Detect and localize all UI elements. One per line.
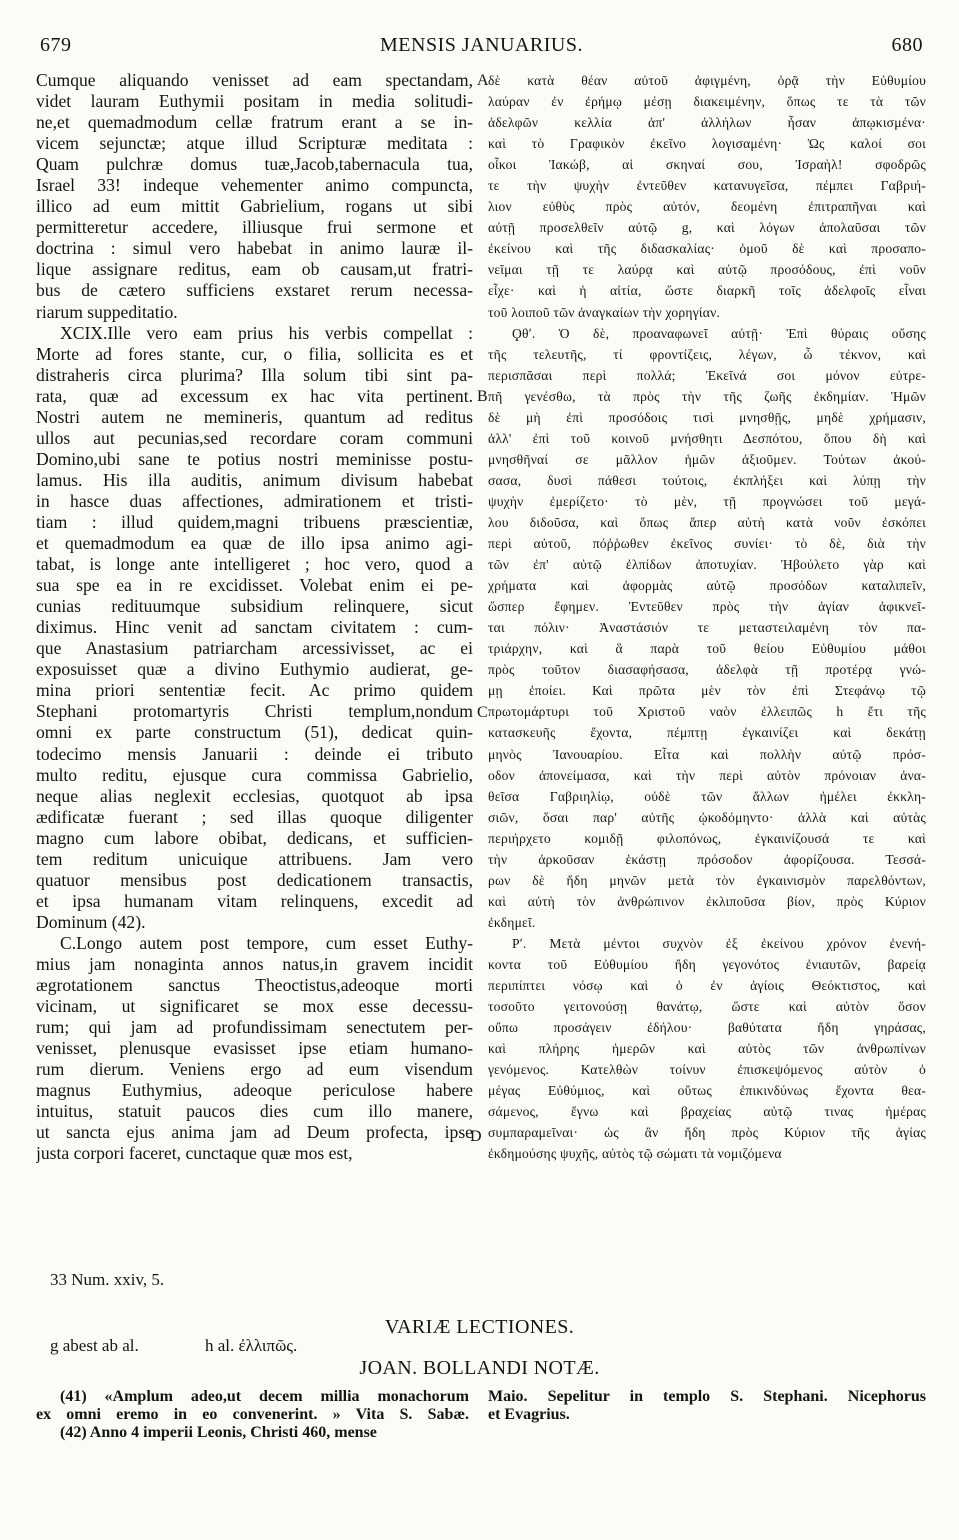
- latin-text-line: tiam : illud quidem,magni tribuens præscientiæ,: [36, 511, 473, 532]
- latin-text-line: vicem sejunctæ; atque illud Scripturæ meditata :: [36, 133, 473, 154]
- latin-text-line: mina priori sententiæ fecit. Ac primo quidem: [36, 680, 473, 701]
- latin-text-line: Nostri autem ne memineris, quantum ad reditus: [36, 406, 473, 427]
- greek-text-line: χρήματα καὶ ἀφορμὰς αὐτῷ προσόδων καταλιπεῖν,: [488, 578, 926, 594]
- greek-text-line: Ϙθʹ. Ὁ δὲ, προαναφωνεῖ αὐτῇ· Ἐπὶ θύραις οὔσης: [512, 325, 926, 341]
- latin-text-line: que Anastasium patriarcham arcessivisset, ac ei: [36, 638, 473, 659]
- greek-text-line: περιπίπτει νόσῳ καὶ ὁ ἐν ἁγίοις Θεόκτιστος, καὶ: [488, 978, 926, 994]
- latin-text-line: lamus. His illa auditis, animum divisum habebat: [36, 469, 473, 490]
- latin-text-line: tem reditum unicuique attribuens. Jam vero: [36, 848, 473, 869]
- latin-text-line: permitteretur accedere, illiusque frui sermone et: [36, 217, 473, 238]
- greek-text-line: σάμενος, ἔγνω καὶ βραχείας αὐτῷ τινας ἡμέρας: [488, 1104, 926, 1120]
- greek-text-line: καὶ τὸ Γραφικὸν ἐκεῖνο λογισαμένη· Ὡς καλοί σοι: [488, 136, 926, 152]
- latin-text-line: multo reditu, ejusque cura commissa Gabrielio,: [36, 764, 473, 785]
- latin-text-line: doctrina : simul vero habebat in animo lauræ il-: [36, 238, 473, 259]
- variant-h: h al. ἐλλιπῶς.: [205, 1336, 298, 1355]
- margin-letter-d: D: [470, 1128, 482, 1145]
- latin-text-line: magno cum labore obibat, dedicans, et sufficien-: [36, 827, 473, 848]
- greek-text-line: λου διδοῦσα, καὶ ὅπως ἅπερ αὐτὴ κατὰ νοῦν ἐσκόπει: [488, 514, 926, 530]
- latin-text-line: ut sancta ejus anima jam ad Deum profecta, ipse: [36, 1122, 473, 1143]
- margin-letter-c: C: [477, 704, 488, 721]
- note-line: Maio. Sepelitur in templo S. Stephani. Nicephorus: [488, 1388, 926, 1405]
- latin-text-line: ne,et quemadmodum cellæ fratrum erant a se in-: [36, 112, 473, 133]
- latin-text-line: Israel 33! indeque vehementer animo compuncta,: [36, 175, 473, 196]
- latin-text-line: in hasce duas affectiones, admirationem et tristi-: [36, 490, 473, 511]
- greek-text-line: τῶν ἐπ' αὐτῷ ἐλπίδων ἀποτυχίαν. Ἠβούλετο γὰρ καὶ: [488, 557, 926, 573]
- margin-letter-a: A: [477, 72, 489, 89]
- variae-lectiones-heading: VARIÆ LECTIONES.: [384, 1316, 575, 1338]
- greek-text-line: κατασκευῆς ἔχοντα, πέμπτῃ ἐγκαινίζει καὶ δεκάτῃ: [488, 725, 926, 741]
- greek-text-line: αὐτῇ προσελθεῖν αὐτῷ g, καὶ λόγων ἀπολαῦσαι τῶν: [488, 220, 926, 236]
- latin-text-line: Cumque aliquando venisset ad eam spectandam,: [36, 70, 473, 90]
- latin-text-line: mius jam nonaginta annos natus,in gravem incidit: [36, 953, 473, 974]
- latin-text-line: C.Longo autem post tempore, cum esset Euthy-: [60, 932, 473, 953]
- greek-text-line: καὶ αὐτὴ τὸν ἀνθρώπινον ἐκλιποῦσα βίον, πρὸς Κύριον: [488, 893, 926, 909]
- greek-text-line: σασα, δυσὶ πάθεσι τούτοις, ἐκπλήξει καὶ λύπῃ τὴν: [488, 472, 926, 488]
- greek-text-line: πρὸς τοῦτον διασαφήσασα, ἀδελφὰ τῇ προτέρᾳ γνώ-: [488, 662, 926, 678]
- note-line: (41) «Amplum adeo,ut decem millia monachorum: [60, 1388, 469, 1405]
- greek-text-line: ἀλλ' ἐπὶ τοῦ κοινοῦ μνήσθητι Δεσπότου, ὅπου δὴ καὶ: [488, 430, 926, 446]
- latin-text-line: omni ex parte constructum (51), dedicat quin-: [36, 722, 473, 743]
- latin-text-line: quatuor mensibus post dedicationem transactis,: [36, 869, 473, 890]
- latin-text-line: ullos aut pecunias,sed recordare coram communi: [36, 427, 473, 448]
- greek-text-line: μέγας Εὐθύμιος, καὶ οὕτως ἐπικινδύνως ἔχοντα θεα-: [488, 1083, 926, 1099]
- latin-text-line: rum dierum. Veniens ergo ad eum visendum: [36, 1059, 473, 1080]
- greek-text-line: τριάρχην, καὶ ἃ παρὰ τοῦ θείου Εὐθυμίου μάθοι: [488, 641, 926, 657]
- page-number-left: 679: [40, 34, 72, 56]
- latin-text-line: Domino,ubi sane te potius nostri meminisse postu-: [36, 448, 473, 469]
- latin-text-line: magnus Euthymius, adeoque periculose habere: [36, 1080, 473, 1101]
- notes-heading: JOAN. BOLLANDI NOTÆ.: [359, 1357, 600, 1379]
- greek-text-line: περιήρχετο κομιδῇ φιλοπόνως, ἐγκαινίζουσά τε καὶ: [488, 830, 926, 846]
- greek-text-line: ψυχὴν ἐμερίζετο· τὸ μὲν, τῇ προγνώσει τοῦ μεγά-: [488, 493, 926, 509]
- greek-text-line: γενόμενος. Κατελθὼν τοίνυν ἐπισκεψόμενος αὐτὸν ὁ: [488, 1062, 926, 1078]
- greek-text-line: λιον εὐθὺς πρὸς αὐτόν, δεομένη ἐπιτραπῆναι καὶ: [488, 199, 926, 215]
- latin-text-line: neque alias neglexit ecclesias, quotquot ab ipsa: [36, 785, 473, 806]
- notes-right-column: [488, 1388, 926, 1424]
- latin-text-line: cunias redituumque subsidium relinquere, sicut: [36, 596, 473, 617]
- greek-text-line: μῃ ἐποίει. Καὶ πρῶτα μὲν τὸν ἐπὶ Στεφάνῳ τῷ: [488, 683, 926, 699]
- note-line: (42) Anno 4 imperii Leonis, Christi 460, mense: [60, 1424, 377, 1441]
- latin-text-line: intuitus, statuit paucos dies cum illo manere,: [36, 1101, 473, 1122]
- greek-text-line: οδον ἀπονείμασα, καὶ τὴν περὶ αὐτὸν πρόνοιαν ἀνα-: [488, 767, 926, 783]
- greek-text-line: ἐκείνου καὶ τῆς διδασκαλίας· ὁμοῦ δὲ καὶ προσαπο-: [488, 241, 926, 257]
- greek-text-line: τοσοῦτο γειτονούσῃ θανάτῳ, ὥστε καὶ αὐτὸν ὅσον: [488, 999, 926, 1015]
- greek-column: [488, 70, 926, 1164]
- greek-text-line: οἶκοι Ἰακώβ, αἱ σκηναί σου, Ἰσραὴλ! σφοδρῶς: [488, 157, 926, 173]
- latin-text-line: lique assignare reditus, eam ob causam,ut fratri-: [36, 259, 473, 280]
- variant-g: g abest ab al.: [50, 1336, 139, 1355]
- greek-text-line: δὲ μὴ ἐπὶ προσόδοις τισὶ μνησθῇς, μηδὲ χρήμασιν,: [488, 409, 926, 425]
- latin-text-line: venisset, plenusque evasisset ipse etiam humano-: [36, 1038, 473, 1059]
- greek-text-line: δὲ κατὰ θέαν αὐτοῦ ἀφιγμένη, ὁρᾷ τὴν Εὐθυμίου: [488, 73, 926, 88]
- page-header: [40, 34, 923, 64]
- latin-text-line: ægrotationem sanctus Theoctistus,adeoque morti: [36, 975, 473, 996]
- latin-text-line: rum; qui jam ad profundissimam senectutem per-: [36, 1017, 473, 1038]
- greek-text-line: σιῶν, ὅσαι παρ' αὐτῆς ᾠκοδόμηντο· ἀλλὰ καὶ αὐτὰς: [488, 809, 926, 825]
- greek-text-line: καὶ πλήρης ἡμερῶν καὶ αὐτὸς τῶν ἀνθρωπίνων: [488, 1041, 926, 1057]
- greek-text-line: ἐκδημούσης ψυχῆς, αὐτὸς τῷ σώματι τὰ νομιζόμενα: [488, 1146, 782, 1162]
- latin-text-line: et quemadmodum ea quæ de illo ipsa animo agi-: [36, 533, 473, 554]
- latin-text-line: Quam pulchræ domus tuæ,Jacob,tabernacula tua,: [36, 154, 473, 175]
- greek-text-line: ται πόλιν· Ἀναστάσιόν τε μεταστειλαμένη τὸν πα-: [488, 620, 926, 636]
- greek-text-line: ἀδελφῶν κελλία ἀπ' ἀλλήλων ἦσαν ἀπῳκισμένα·: [488, 115, 926, 131]
- greek-text-line: Ρʹ. Μετὰ μέντοι συχνὸν ἐξ ἐκείνου χρόνον ἐνενή-: [512, 935, 926, 951]
- greek-text-line: ρων δὲ ἤδη μηνῶν μετὰ τὸν ἐγκαινισμὸν παρελθόντων,: [488, 872, 926, 888]
- latin-text-line: diximus. Hinc venit ad sanctam civitatem : cum-: [36, 617, 473, 638]
- greek-text-line: τε τὴν ψυχὴν ἐντεῦθεν κατανυγεῖσα, πέμπει Γαβριή-: [488, 178, 926, 194]
- latin-text-line: bus de cætero sufficiens exstaret rerum necessa-: [36, 280, 473, 301]
- latin-text-line: Dominum (42).: [36, 911, 146, 932]
- latin-text-line: todecimo mensis Januarii : deinde ei tributo: [36, 743, 473, 764]
- latin-text-line: rata, quæ ad excessum ex hac vita pertinent.: [36, 385, 473, 406]
- greek-text-line: κοντα τοῦ Εὐθυμίου ἤδη γεγονότος ἐνιαυτῶν, βαρείᾳ: [488, 956, 926, 972]
- latin-text-line: vicinam, ut significaret se mox esse decessu-: [36, 996, 473, 1017]
- latin-text-line: et ipsa humanam vitam relinquens, excedit ad: [36, 890, 473, 911]
- margin-letter-b: B: [477, 388, 488, 405]
- latin-text-line: tabat, is longe ante intelligeret ; hoc vero, quod a: [36, 554, 473, 575]
- greek-text-line: εἶχε· καὶ ἡ αἰτία, ὥστε διαρκῆ τοῖς ἀδελφοῖς εἶναι: [488, 283, 926, 299]
- latin-text-line: XCIX.Ille vero eam prius his verbis compellat :: [60, 322, 473, 343]
- greek-text-line: τῆς τελευτῆς, τί φροντίζεις, λέγων, ὦ τέκνον, καὶ: [488, 346, 926, 362]
- notes-left-column: [36, 1388, 469, 1442]
- greek-text-line: τὴν ἀρκοῦσαν ἑκάστῃ πρόσοδον ἀφορίζουσα. Τεσσά-: [488, 851, 926, 867]
- latin-text-line: ædificatæ fuerant ; sed illas quoque diligenter: [36, 806, 473, 827]
- greek-text-line: οὔπω προσάγειν ἐδήλου· βαθύτατα ἤδη γηράσας,: [488, 1020, 926, 1036]
- greek-text-line: πῆ γενέσθω, τὰ πρὸς τὴν τῆς ζωῆς ἐκδημίαν. Ἡμῶν: [488, 388, 926, 404]
- latin-text-line: sua spe ea in re excidisset. Volebat enim ei pe-: [36, 575, 473, 596]
- note-line: ex omni eremo in eo convenerint. » Vita S. Sabæ.: [36, 1406, 469, 1423]
- scripture-footnote: 33 Num. xxiv, 5.: [50, 1270, 165, 1289]
- greek-text-line: περισπᾶσαι περὶ πολλά; Ἐκεῖνά σοι μόνον εὐτρε-: [488, 367, 926, 383]
- latin-text-line: Stephani protomartyris Christi templum,nondum: [36, 701, 473, 722]
- greek-text-line: περὶ αὐτοῦ, πόῤῥωθεν ἐκεῖνος συνίει· τὸ δὲ, διὰ τὴν: [488, 536, 926, 552]
- note-line: et Evagrius.: [488, 1406, 570, 1423]
- greek-text-line: νεῖμαι τῇ τε λαύρᾳ καὶ αὐτῷ προσόδους, ἐπὶ νοῦν: [488, 262, 926, 278]
- greek-text-line: λαύραν ἐν ἐρήμῳ μέσῃ διακειμένην, ὅπως τε τὰ τῶν: [488, 94, 926, 110]
- greek-text-line: μνησθῆναί σε μᾶλλον ἡμῶν ἀξιοῦμεν. Τούτων ἀκού-: [488, 451, 926, 467]
- running-title: MENSIS JANUARIUS.: [380, 34, 583, 56]
- latin-text-line: exposuisset quæ a divino Euthymio audierat, ge-: [36, 659, 473, 680]
- greek-text-line: ὥσπερ ἔφημεν. Ἐντεῦθεν πρὸς τὴν ἁγίαν ἀφικνεῖ-: [488, 599, 926, 615]
- latin-text-line: Morte ad fores stante, cur, o filia, sollicita es et: [36, 343, 473, 364]
- latin-text-line: illico ad eum mittit Gabrielium, rogans ut sibi: [36, 196, 473, 217]
- latin-text-line: justa corpori faceret, cunctaque quæ mos est,: [36, 1143, 353, 1164]
- greek-text-line: τοῦ λοιποῦ τῶν ἀναγκαίων τὴν χορηγίαν.: [488, 304, 721, 320]
- greek-text-line: πρωτομάρτυρι τοῦ Χριστοῦ ναὸν ἐλλειπῶς h ἔτι τῆς: [488, 704, 926, 720]
- latin-text-line: riarum suppeditatio.: [36, 301, 178, 322]
- greek-text-line: θεῖσα Γαβριηλίῳ, οὐδὲ τῶν ἄλλων ἠμέλει ἐκκλη-: [488, 788, 926, 804]
- greek-text-line: συμπαραμεῖναι· ὡς ἂν ἤδη πρὸς Κύριον τῆς ἁγίας: [488, 1125, 926, 1141]
- latin-text-line: distraheris circa plurima? Illa solum tibi sint pa-: [36, 364, 473, 385]
- page-number-right: 680: [891, 34, 923, 56]
- greek-text-line: μηνὸς Ἰανουαρίου. Εἶτα καὶ πολλὴν αὐτῷ πρόσ-: [488, 746, 926, 762]
- greek-text-line: ἐκδημεῖ.: [488, 914, 536, 930]
- latin-column: [36, 70, 473, 1164]
- latin-text-line: videt lauram Euthymii positam in media solitudi-: [36, 91, 473, 112]
